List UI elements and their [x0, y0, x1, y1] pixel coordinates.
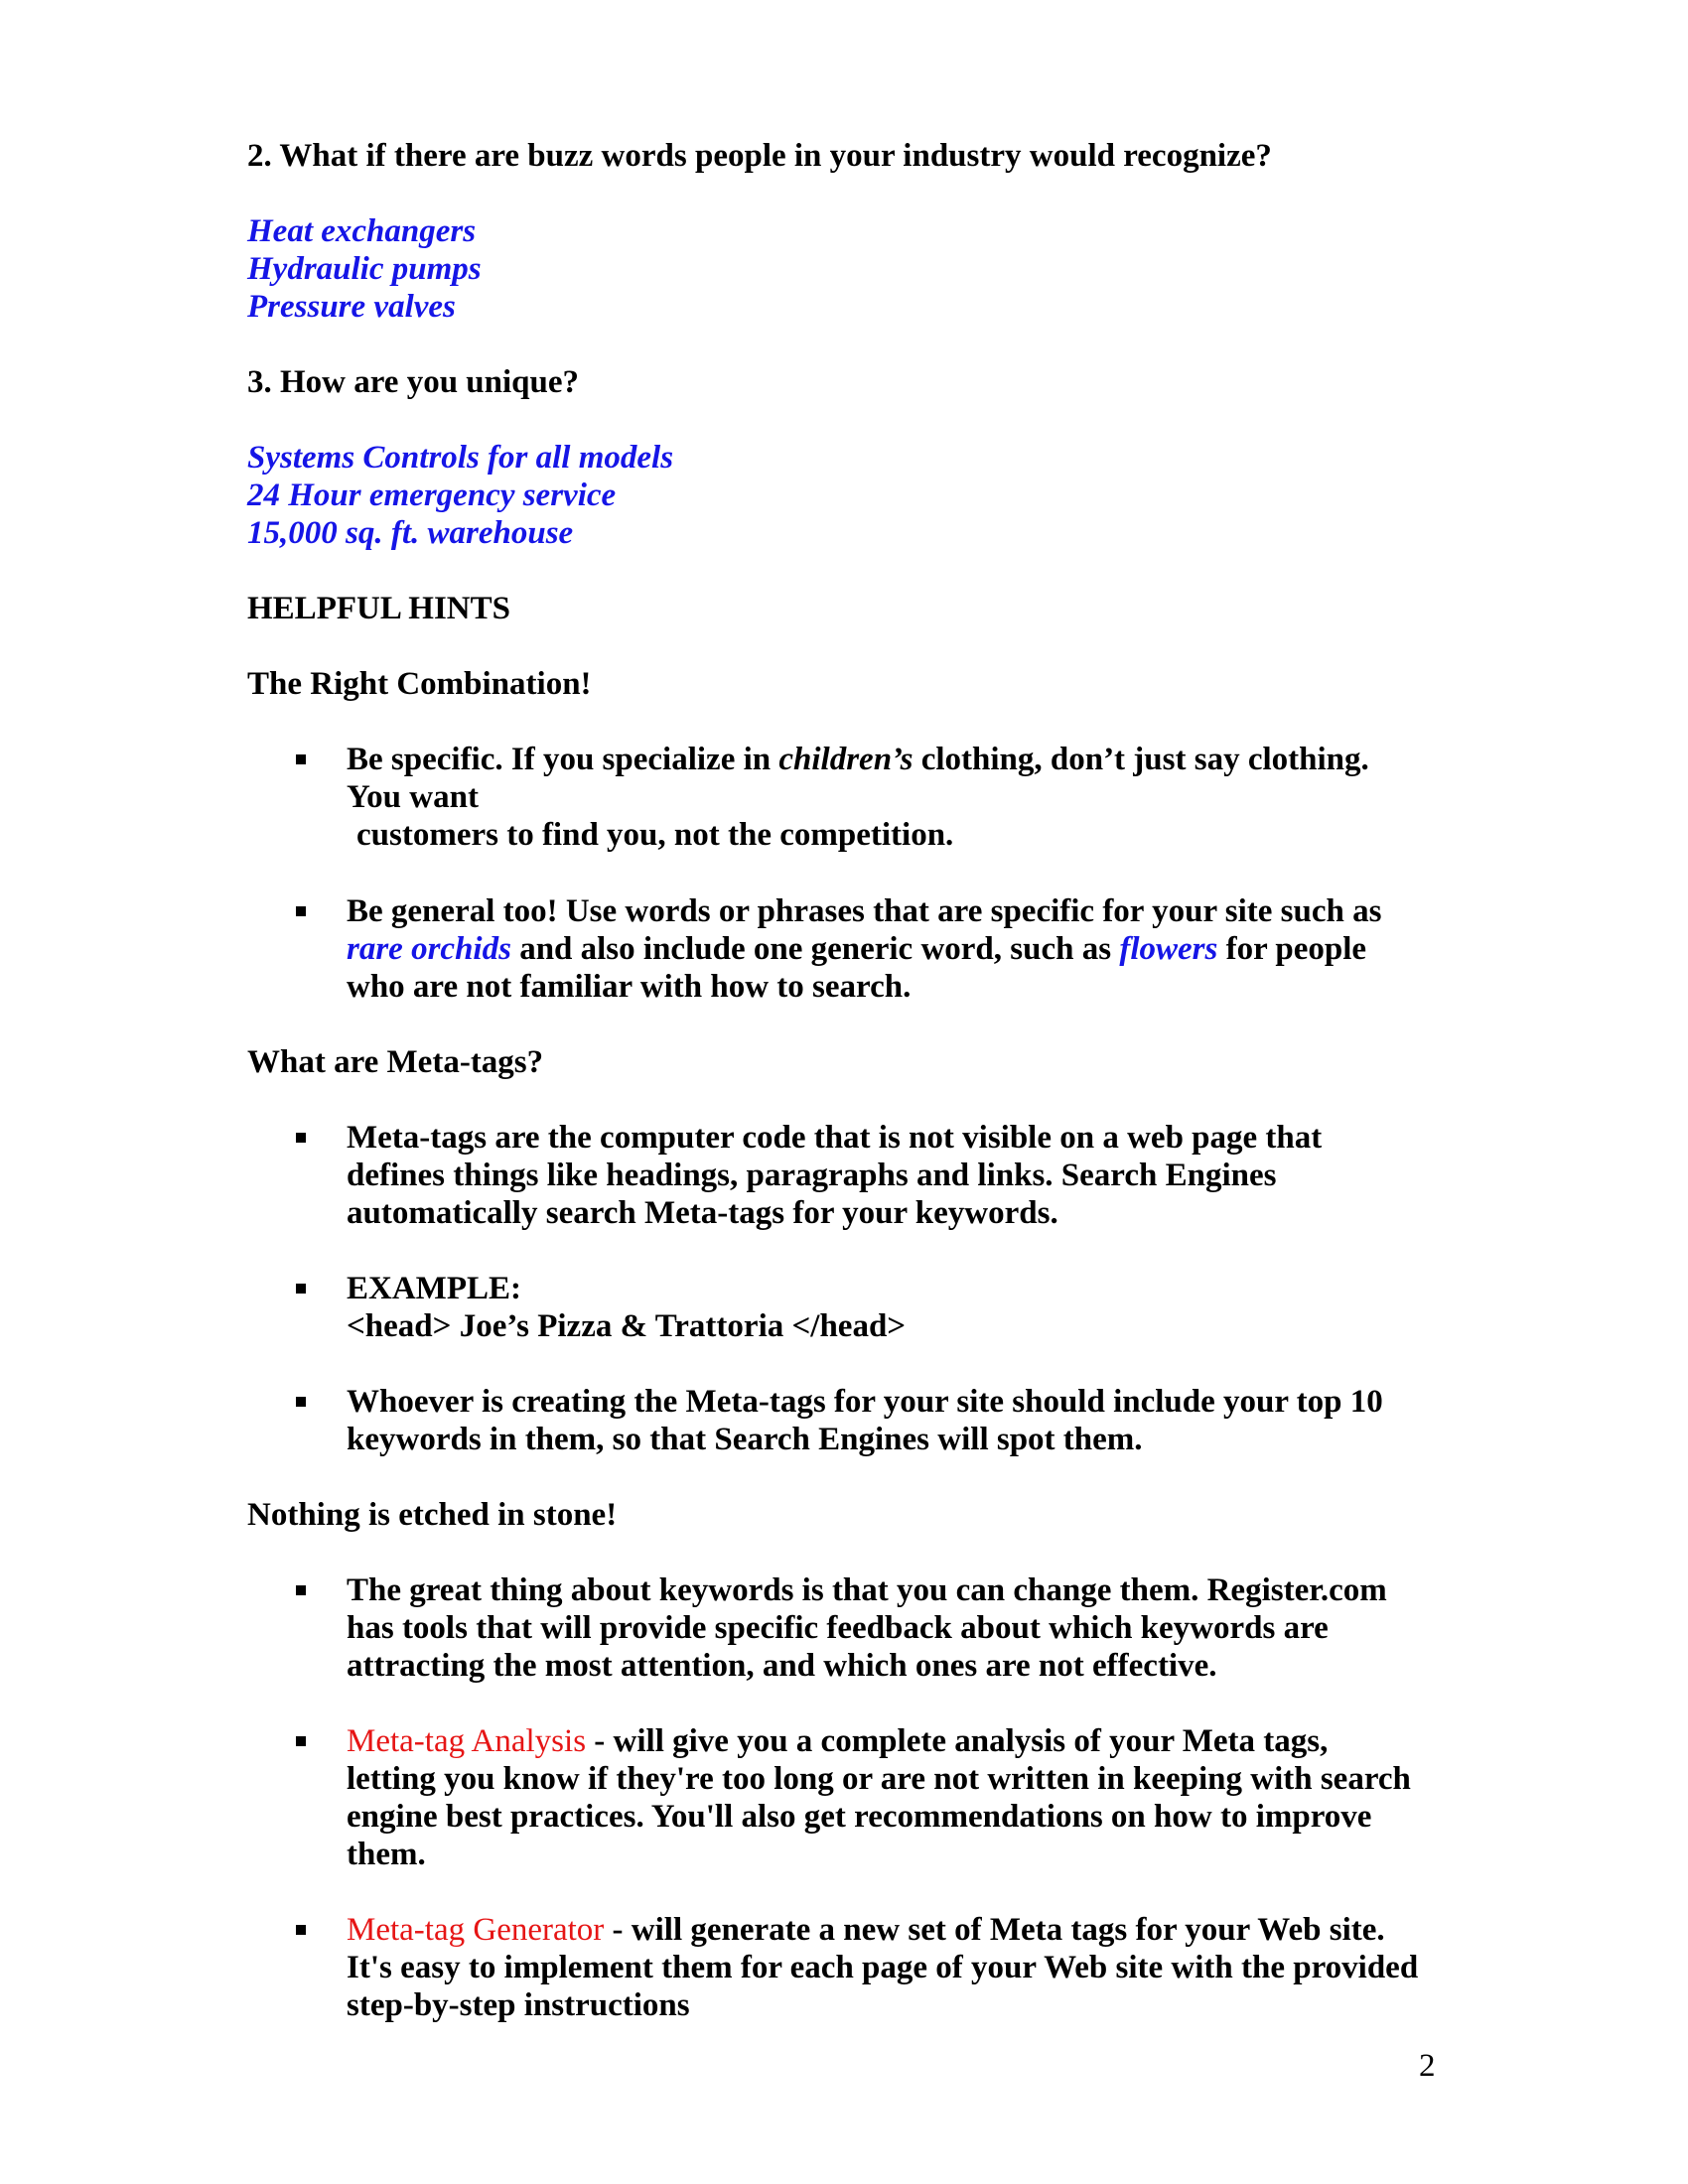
bullet-marker	[296, 1736, 306, 1746]
meta-tag-generator-line-2: It's easy to implement them for each page of your Web site with the provided	[347, 1950, 1419, 1985]
top-keywords-line-2: keywords in them, so that Search Engines will spot them.	[347, 1422, 1143, 1457]
be-general-line-2	[347, 930, 1366, 968]
change-keywords-line-2: has tools that will provide specific feedback about which keywords are	[347, 1610, 1329, 1646]
answer-emergency-service: 24 Hour emergency service	[247, 478, 617, 513]
answer-pressure-valves: Pressure valves	[247, 289, 456, 325]
bullet-marker	[296, 1133, 306, 1143]
question-3-title: 3. How are you unique?	[247, 364, 580, 400]
meta-tag-generator-link[interactable]: Meta-tag Generator	[347, 1912, 605, 1948]
meta-tags-definition-line-2: defines things like headings, paragraphs and links. Search Engines	[347, 1158, 1277, 1193]
answer-warehouse: 15,000 sq. ft. warehouse	[247, 515, 574, 551]
example-label: EXAMPLE:	[347, 1271, 521, 1306]
childrens-emphasis: children’s	[778, 742, 914, 777]
answer-heat-exchangers: Heat exchangers	[247, 213, 477, 249]
etched-in-stone-heading: Nothing is etched in stone!	[247, 1497, 618, 1533]
meta-tag-generator-text: - will generate a new set of Meta tags for your Web site.	[604, 1912, 1385, 1948]
meta-tag-analysis-link[interactable]: Meta-tag Analysis	[347, 1723, 587, 1759]
meta-tag-analysis-line-1	[347, 1722, 1328, 1760]
be-specific-line-1	[347, 741, 1369, 778]
be-specific-text-end: clothing, don’t just say clothing.	[913, 742, 1369, 777]
bullet-marker	[296, 1585, 306, 1595]
be-general-line-3: who are not familiar with how to search.	[347, 969, 912, 1005]
right-combination-heading: The Right Combination!	[247, 666, 592, 702]
meta-tag-analysis-line-3: engine best practices. You'll also get recommendations on how to improve	[347, 1799, 1372, 1835]
page-number: 2	[1419, 2048, 1436, 2084]
be-specific-text: Be specific. If you specialize in	[347, 742, 779, 777]
helpful-hints-heading: HELPFUL HINTS	[247, 591, 510, 626]
be-general-mid-text: and also include one generic word, such as	[510, 931, 1120, 967]
bullet-marker	[296, 1284, 306, 1294]
rare-orchids-term: rare orchids	[347, 931, 511, 967]
meta-tags-definition-line-3: automatically search Meta-tags for your keywords.	[347, 1195, 1058, 1231]
be-general-line-1: Be general too! Use words or phrases that are specific for your site such as	[347, 893, 1382, 929]
change-keywords-line-1: The great thing about keywords is that you can change them. Register.com	[347, 1572, 1387, 1608]
meta-tag-analysis-line-4: them.	[347, 1837, 426, 1872]
bullet-marker	[296, 1397, 306, 1407]
question-2-title: 2. What if there are buzz words people in your industry would recognize?	[247, 138, 1272, 174]
bullet-marker	[296, 906, 306, 916]
meta-tag-analysis-line-2: letting you know if they're too long or are not written in keeping with search	[347, 1761, 1411, 1797]
bullet-marker	[296, 754, 306, 764]
meta-tag-analysis-text: - will give you a complete analysis of your Meta tags,	[586, 1723, 1329, 1759]
answer-hydraulic-pumps: Hydraulic pumps	[247, 251, 482, 287]
be-specific-line-3: customers to find you, not the competition.	[356, 817, 954, 853]
change-keywords-line-3: attracting the most attention, and which ones are not effective.	[347, 1648, 1217, 1684]
flowers-term: flowers	[1119, 931, 1218, 967]
be-specific-line-2: You want	[347, 779, 479, 815]
meta-tag-generator-line-3: step-by-step instructions	[347, 1987, 690, 2023]
meta-tag-generator-line-1	[347, 1911, 1385, 1949]
meta-tags-definition-line-1: Meta-tags are the computer code that is not visible on a web page that	[347, 1120, 1323, 1156]
bullet-marker	[296, 1925, 306, 1935]
meta-tags-heading: What are Meta-tags?	[247, 1044, 544, 1080]
answer-systems-controls: Systems Controls for all models	[247, 440, 674, 476]
top-keywords-line-1: Whoever is creating the Meta-tags for your site should include your top 10	[347, 1384, 1383, 1420]
example-code: <head> Joe’s Pizza & Trattoria </head>	[347, 1308, 907, 1344]
be-general-end-text: for people	[1217, 931, 1367, 967]
